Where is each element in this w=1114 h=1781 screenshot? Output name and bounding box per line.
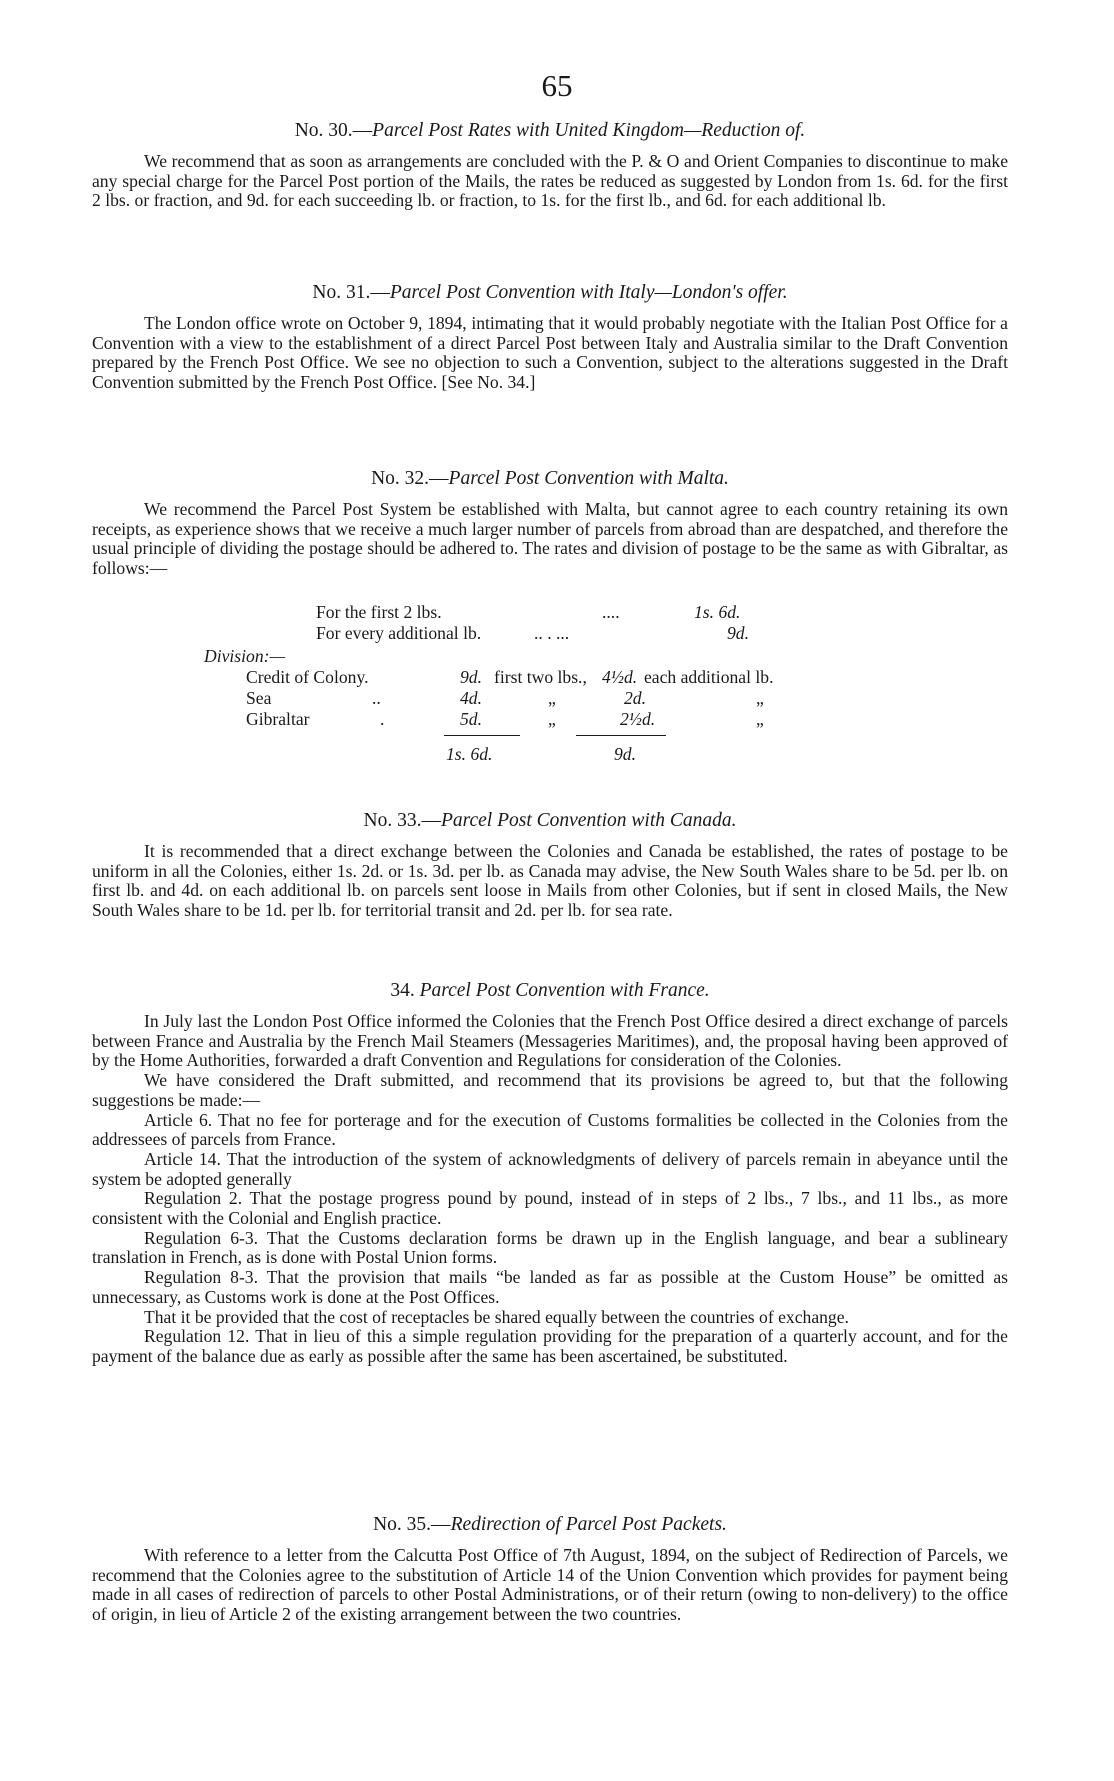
section-30-heading [92,118,1008,144]
section-35 [92,1512,1008,1625]
section-33-heading [92,808,1008,834]
section-34 [92,978,1008,1367]
section-30-number: No. 30.— [294,120,373,141]
rate-additional-label: For every additional lb. [316,623,482,643]
section-34-title: Parcel Post Convention with France. [419,980,710,1001]
section-31-text: The London office wrote on October 9, 1894, intimating that it would probably negotiate with the Italian Post Office for a Convention with a view to the establishment of a direct Parcel Post between Italy and Australia similar to the Draft Convention prepared by the French Post Office. We see no objection to such a Convention, subject to the alterations suggested in the Draft Convention submitted by the French Post Office. [See No. 34.] [92,313,1008,393]
section-34-body [92,1012,1008,1367]
division-row-name: Sea [246,688,272,708]
section-32-number: No. 32.— [371,468,449,489]
rate-first-label: For the first 2 lbs. [316,602,442,622]
rates-table [92,598,1008,764]
section-35-number: No. 35.— [373,1514,451,1535]
division-row-first-note: „ [548,709,556,729]
section-31 [92,280,1008,393]
division-row-first-note: first two lbs., [494,667,587,687]
section-35-heading [92,1512,1008,1538]
section-35-text: With reference to a letter from the Calcutta Post Office of 7th August, 1894, on the subject of Redirection of Parcels, we recommend that the Colonies agree to the substitution of Article 14 of the Union Convention which provides for payment being made in all cases of redirection of parcels to other Postal Administrations, or of their return (owing to non-delivery) to the office of origin, in lieu of Article 2 of the existing arrangement between the two countries. [92,1545,1008,1625]
division-row-dots: . [380,709,385,729]
division-row-additional: 4½d. [602,667,638,687]
division-row-additional-note: each additional lb. [644,667,774,687]
division-row-first: 5d. [460,709,482,729]
rate-additional-value: 9d. [727,623,749,643]
section-34-paragraph: We have considered the Draft submitted, and recommend that its provisions be agreed to, but that the following suggestions be made:— [92,1070,1008,1110]
section-30-title: Parcel Post Rates with United Kingdom—Reduction of. [372,120,806,141]
rate-first-dots: .... [602,602,620,622]
section-31-number: No. 31.— [312,282,390,303]
division-row-first: 4d. [460,688,482,708]
section-34-paragraph: That it be provided that the cost of receptacles be shared equally between the countries of exchange. [144,1306,849,1327]
division-row-first: 9d. [460,667,482,687]
section-34-paragraph: In July last the London Post Office informed the Colonies that the French Post Office desired a direct exchange of parcels between France and Australia by the French Mail Steamers (Messageries Maritimes), and, the proposal having been approved of by the Home Authorities, forwarded a draft Convention and Regulations for consideration of the Colonies. [92,1011,1008,1071]
section-34-paragraph: Regulation 2. That the postage progress pound by pound, instead of in steps of 2 lbs., 7 lbs., and 11 lbs., as more consistent with the Colonial and English practice. [92,1188,1008,1229]
rate-additional-dots: .. . ... [534,623,570,643]
section-31-heading [92,280,1008,306]
rate-first-value: 1s. 6d. [694,602,741,622]
division-row-additional: 2d. [624,688,646,708]
division-row-name: Credit of Colony. [246,667,369,687]
division-row-name: Gibraltar [246,709,310,729]
section-35-title: Redirection of Parcel Post Packets. [450,1514,727,1535]
section-31-title: Parcel Post Convention with Italy—London's offer. [389,282,788,303]
section-32-heading [92,466,1008,492]
division-row-dots: .. [372,688,381,708]
section-34-number: 34. [390,980,415,1001]
section-30-text: We recommend that as soon as arrangements are concluded with the P. & O and Orient Companies to discontinue to make any special charge for the Parcel Post portion of the Mails, the rates be reduced as suggested by London from 1s. 6d. for the first 2 lbs. or fraction, and 9d. for each succeeding lb. or fraction, to 1s. for the first lb., and 6d. for each additional lb. [92,151,1008,211]
section-34-paragraph: Article 6. That no fee for porterage and for the execution of Customs formalities be collected in the Colonies from the addressees of parcels from France. [92,1109,1008,1150]
division-row-additional: 2½d. [620,709,656,729]
section-34-heading [92,978,1008,1004]
section-33 [92,808,1008,921]
total-rule-additional [576,735,666,736]
section-34-paragraph: Regulation 6-3. That the Customs declaration forms be drawn up in the English language, and bear a sublineary translation in French, as is done with Postal Union forms. [92,1227,1008,1268]
division-label: Division:— [204,646,286,666]
section-32-title: Parcel Post Convention with Malta. [448,468,729,489]
page-number: 65 [541,68,573,103]
section-34-paragraph: Article 14. That the introduction of the system of acknowledgments of delivery of parcels remain in abeyance until the system be adopted generally [92,1148,1008,1189]
division-row-first-note: „ [548,688,556,708]
section-34-paragraph: Regulation 8-3. That the provision that mails “be landed as far as possible at the Custom House” be omitted as unnecessary, as Customs work is done at the Post Offices. [92,1267,1008,1307]
section-34-paragraph: Regulation 12. That in lieu of this a simple regulation providing for the preparation of a quarterly account, and for the payment of the balance due as early as possible after the same has been ascertained, be substituted. [92,1326,1008,1366]
total-rule-first [444,735,520,736]
division-row-additional-note: „ [756,709,764,729]
section-33-number: No. 33.— [363,810,441,831]
total-first: 1s. 6d. [446,744,493,764]
section-32-text: We recommend the Parcel Post System be established with Malta, but cannot agree to each country retaining its own receipts, as experience shows that we receive a much larger number of parcels from abroad than are despatched, and therefore the usual principle of dividing the postage should be adhered to. The rates and division of postage to be the same as with Gibraltar, as follows:— [92,499,1008,579]
division-row-additional-note: „ [756,688,764,708]
section-33-text: It is recommended that a direct exchange between the Colonies and Canada be established, the rates of postage to be uniform in all the Colonies, either 1s. 2d. or 1s. 3d. per lb. as Canada may advise, the New South Wales share to be 5d. per lb. on first lb. and 4d. on each additional lb. on parcels sent loose in Mails from other Colonies, but if sent in closed Mails, the New South Wales share to be 1d. per lb. for territorial transit and 2d. per lb. for sea rate. [92,841,1008,921]
total-additional: 9d. [614,744,636,764]
section-33-title: Parcel Post Convention with Canada. [440,810,737,831]
section-32 [92,466,1008,579]
section-30 [92,118,1008,211]
